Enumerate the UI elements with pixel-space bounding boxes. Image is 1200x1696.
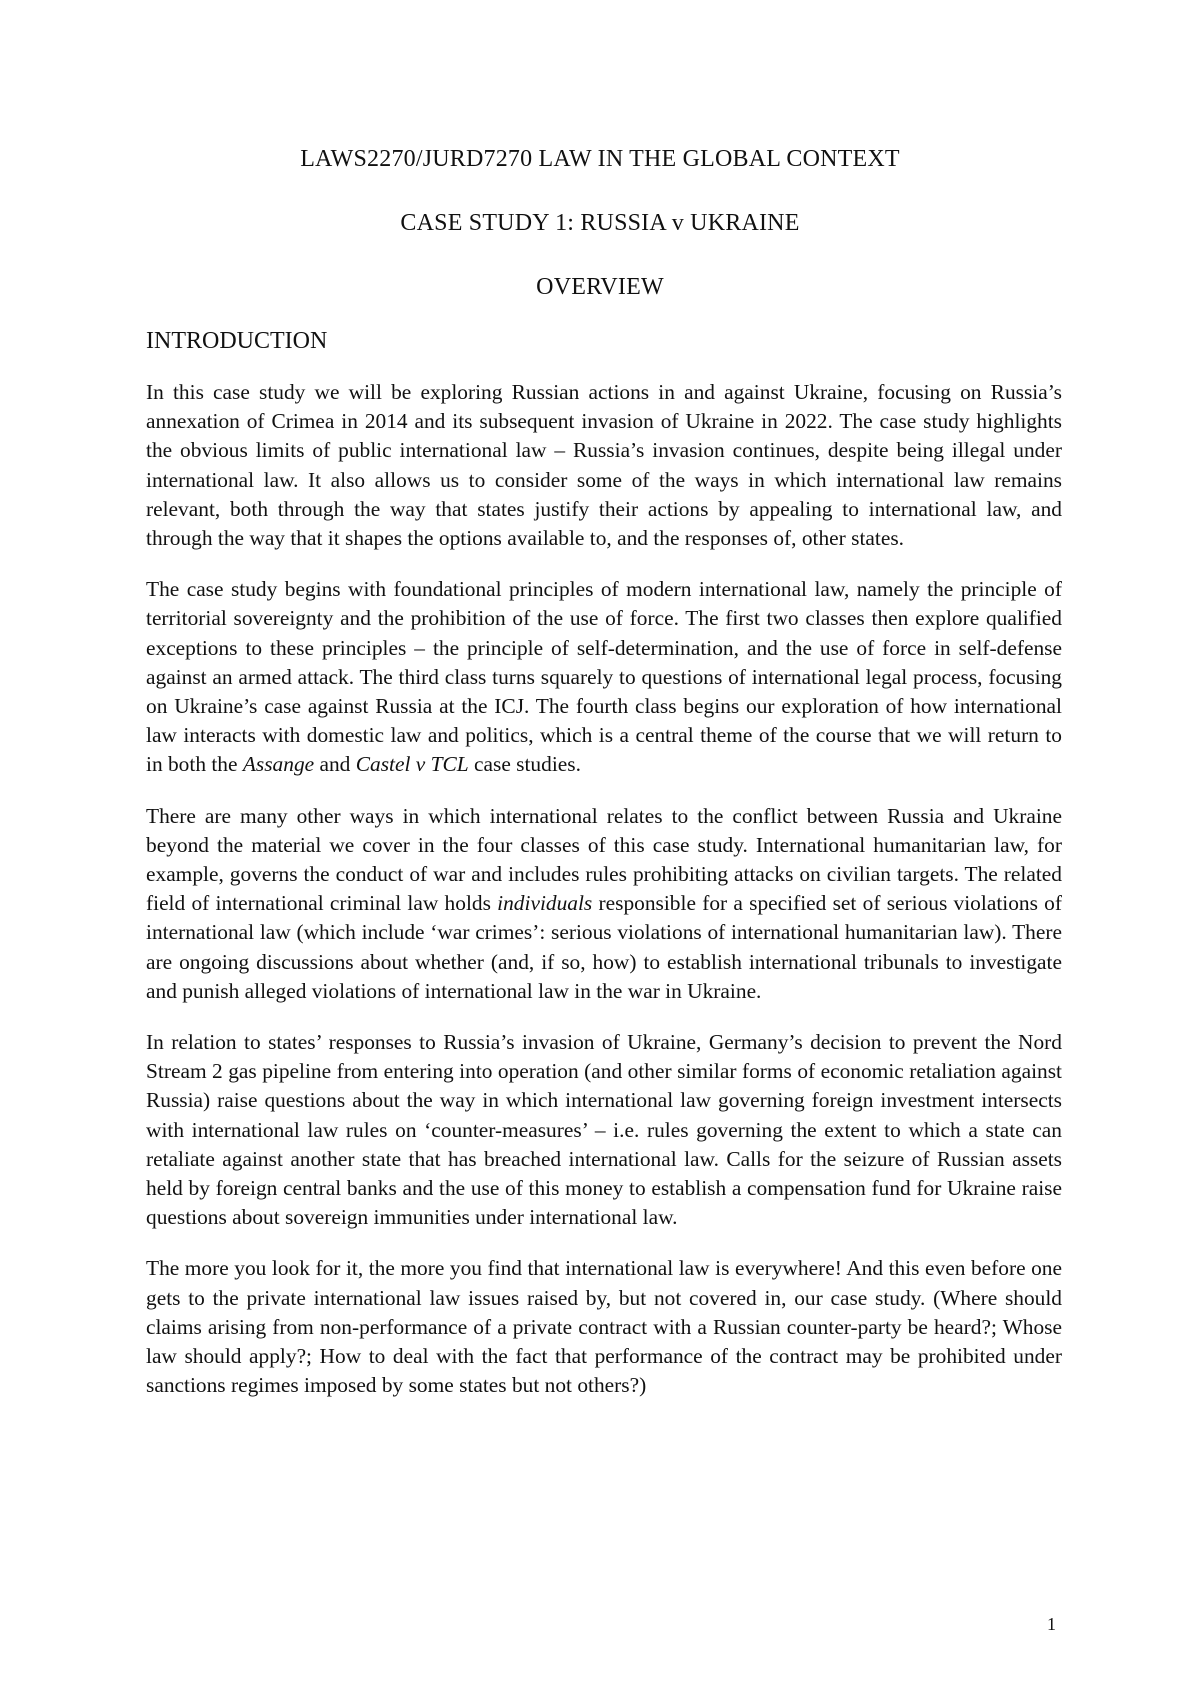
- paragraph-4: In relation to states’ responses to Russia’s invasion of Ukraine, Germany’s decision to prevent the Nord Stream 2 gas pipeline from entering into operation (and other similar forms of economic retaliation against Russia) raise questions about the way in which international law governing foreign investment intersects with international law rules on ‘counter-measures’ – i.e. rules governing the extent to which a state can retaliate against another state that has breached international law. Calls for the seizure of Russian assets held by foreign central banks and the use of this money to establish a compensation fund for Ukraine raise questions about sovereign immunities under international law.: [146, 1030, 1062, 1230]
- emphasis-individuals: individuals: [497, 891, 593, 916]
- page-number: 1: [1047, 1614, 1056, 1634]
- section-heading-introduction: INTRODUCTION: [146, 328, 328, 354]
- paragraph-2-text-a: The case study begins with foundational principles of modern international law, namely the principle of territorial sovereignty and the prohibition of the use of force. The first two classes then explore qualified exceptions to these principles – the principle of self-determination, and the use of force in self-defense against an armed attack. The third class turns squarely to questions of international legal process, focusing on Ukraine’s case against Russia at the ICJ. The fourth class begins our exploration of how international law interacts with domestic law and politics, which is a central theme of the course that we will return to in both the: [146, 577, 1062, 777]
- paragraph-3-text-a: There are many other ways in which international relates to the conflict between Russia and Ukraine beyond the material we cover in the four classes of this case study. International humanitarian law, for example, governs the conduct of war and includes rules prohibiting attacks on civilian targets. The related field of international criminal law holds: [146, 803, 1062, 916]
- paragraph-3: [146, 802, 1062, 1006]
- paragraph-2-text-c: case studies.: [468, 752, 581, 777]
- course-title: LAWS2270/JURD7270 LAW IN THE GLOBAL CONTEXT: [300, 146, 900, 172]
- document-body: [146, 378, 1062, 1423]
- paragraph-1: In this case study we will be exploring Russian actions in and against Ukraine, focusing on Russia’s annexation of Crimea in 2014 and its subsequent invasion of Ukraine in 2022. The case study highlights the obvious limits of public international law – Russia’s invasion continues, despite being illegal under international law. It also allows us to consider some of the ways in which international law remains relevant, both through the way that states justify their actions by appealing to international law, and through the way that it shapes the options available to, and the responses of, other states.: [146, 380, 1062, 551]
- paragraph-2: [146, 575, 1062, 779]
- paragraph-5: The more you look for it, the more you find that international law is everywhere! And this even before one gets to the private international law issues raised by, but not covered in, our case study. (Where should claims arising from non-performance of a private contract with a Russian counter-party be heard?; Whose law should apply?; How to deal with the fact that performance of the contract may be prohibited under sanctions regimes imposed by some states but not others?): [146, 1256, 1062, 1398]
- case-name-castel-v-tcl: Castel v TCL: [355, 752, 469, 777]
- case-name-assange: Assange: [242, 752, 315, 777]
- overview-label: OVERVIEW: [536, 274, 664, 300]
- case-study-title: CASE STUDY 1: RUSSIA v UKRAINE: [400, 210, 800, 236]
- paragraph-2-text-b: and: [314, 752, 356, 777]
- paragraph-3-text-b: responsible for a specified set of serious violations of international law (which include ‘war crimes’: serious violations of international humanitarian law). There are ongoing discussions about whether (and, if so, how) to establish international tribunals to investigate and punish alleged violations of international law in the war in Ukraine.: [146, 891, 1062, 1003]
